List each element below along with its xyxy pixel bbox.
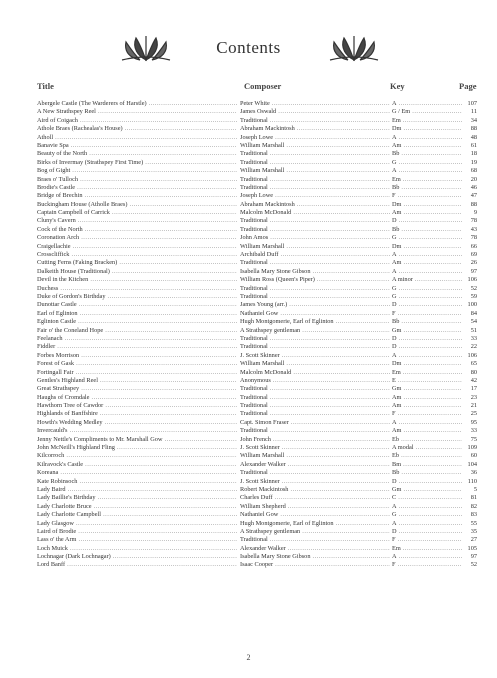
entry-title: Cluny's Cavern .....: [37, 217, 237, 225]
toc-entry: [37, 167, 477, 175]
entry-page: 27: [470, 536, 477, 544]
entry-key: D .....: [392, 335, 462, 343]
entry-page: 5: [473, 485, 477, 493]
entry-composer: William Marshall .....: [240, 243, 390, 251]
entry-page: 55: [470, 519, 477, 527]
entry-key: Em .....: [392, 176, 462, 184]
toc-entry: [37, 150, 477, 158]
entry-composer: Abraham Mackintosh .....: [240, 201, 390, 209]
entry-title: Cock of the North .....: [37, 226, 237, 234]
contents-table: [37, 100, 477, 570]
entry-title: John McNeill's Highland Fling .....: [37, 444, 237, 452]
entry-page: 88: [470, 125, 477, 133]
entry-title: Atholl .....: [37, 134, 237, 142]
entry-key: F .....: [392, 192, 462, 200]
entry-title: Invercauld's .....: [37, 427, 237, 435]
entry-title: Fair o' the Coneland Hope .....: [37, 327, 237, 335]
entry-composer: Isabella Mary Stone Gibson .....: [240, 268, 390, 276]
entry-page: 35: [470, 527, 477, 535]
entry-composer: William Marshall .....: [240, 452, 390, 460]
entry-key: F .....: [392, 410, 462, 418]
entry-composer: Traditional .....: [240, 343, 390, 351]
entry-title: Brodie's Castle .....: [37, 184, 237, 192]
toc-entry: [37, 259, 477, 267]
toc-entry: [37, 385, 477, 393]
entry-composer: Traditional .....: [240, 150, 390, 158]
toc-entry: [37, 142, 477, 150]
entry-page: 68: [470, 167, 477, 175]
toc-entry: [37, 125, 477, 133]
entry-page: 88: [470, 200, 477, 208]
entry-title: Athole Braes (Rachealas's House) .....: [37, 125, 237, 133]
entry-key: D .....: [392, 478, 462, 486]
entry-title: Bridge of Brechin .....: [37, 192, 237, 200]
entry-title: Fortingall Fair .....: [37, 369, 237, 377]
entry-key: Gm .....: [392, 385, 462, 393]
entry-page: 104: [467, 460, 477, 468]
entry-page: 22: [470, 343, 477, 351]
toc-entry: [37, 511, 477, 519]
entry-composer: Traditional .....: [240, 285, 390, 293]
entry-composer: John French .....: [240, 436, 390, 444]
entry-composer: Traditional .....: [240, 293, 390, 301]
entry-key: G .....: [392, 511, 462, 519]
toc-entry: [37, 234, 477, 242]
entry-key: A .....: [392, 520, 462, 528]
entry-page: 66: [470, 242, 477, 250]
toc-entry: [37, 494, 477, 502]
entry-page: 33: [470, 427, 477, 435]
entry-key: C .....: [392, 494, 462, 502]
toc-entry: [37, 452, 477, 460]
entry-composer: Isabella Mary Stone Gibson .....: [240, 553, 390, 561]
entry-title: Lady Baillie's Birthday .....: [37, 494, 237, 502]
entry-title: Lass o' the Arm .....: [37, 536, 237, 544]
entry-title: Eglinton Castle .....: [37, 318, 237, 326]
entry-key: Gm .....: [392, 327, 462, 335]
entry-key: Bb .....: [392, 226, 462, 234]
entry-page: 59: [470, 292, 477, 300]
entry-title: Great Strathspey .....: [37, 385, 237, 393]
entry-title: Craigellachie .....: [37, 243, 237, 251]
page-title: Contents: [216, 38, 281, 57]
entry-composer: Traditional .....: [240, 176, 390, 184]
toc-entry: [37, 251, 477, 259]
entry-key: A .....: [392, 352, 462, 360]
entry-composer: Malcolm McDonald .....: [240, 209, 390, 217]
entry-title: Kate Robinsoch .....: [37, 478, 237, 486]
entry-key: Am .....: [392, 259, 462, 267]
entry-page: 78: [470, 217, 477, 225]
entry-title: Banavie Spa .....: [37, 142, 237, 150]
entry-page: 48: [470, 133, 477, 141]
entry-key: G .....: [392, 293, 462, 301]
toc-entry: [37, 159, 477, 167]
toc-entry: [37, 486, 477, 494]
entry-page: 109: [467, 444, 477, 452]
entry-page: 9: [473, 209, 477, 217]
entry-title: Loch Muick .....: [37, 545, 237, 553]
entry-page: 60: [470, 452, 477, 460]
entry-title: Earl of Eglinton .....: [37, 310, 237, 318]
entry-composer: Traditional .....: [240, 184, 390, 192]
entry-page: 17: [470, 385, 477, 393]
entry-page: 33: [470, 334, 477, 342]
entry-title: Lady Baird .....: [37, 486, 237, 494]
entry-key: F .....: [392, 561, 462, 569]
entry-page: 84: [470, 309, 477, 317]
toc-entry: [37, 192, 477, 200]
entry-key: Dm .....: [392, 243, 462, 251]
entry-title: Abergele Castle (The Warderers of Harstle) .....: [37, 100, 237, 108]
entry-composer: James Oswald .....: [240, 108, 390, 116]
entry-title: Forest of Gask .....: [37, 360, 237, 368]
entry-title: Captain Campbell of Carrick .....: [37, 209, 237, 217]
entry-composer: Joseph Lowe .....: [240, 192, 390, 200]
entry-page: 20: [470, 175, 477, 183]
entry-composer: Traditional .....: [240, 335, 390, 343]
entry-composer: Joseph Lowe .....: [240, 134, 390, 142]
entry-page: 80: [470, 368, 477, 376]
entry-page: 21: [470, 402, 477, 410]
entry-key: A .....: [392, 100, 462, 108]
entry-composer: William Marshall .....: [240, 167, 390, 175]
toc-entry: [37, 503, 477, 511]
entry-title: Crosscliffick .....: [37, 251, 237, 259]
entry-page: 110: [467, 477, 477, 485]
entry-title: Lady Charlotte Campbell .....: [37, 511, 237, 519]
toc-entry: [37, 461, 477, 469]
entry-page: 81: [470, 494, 477, 502]
entry-composer: A Strathspey gentleman .....: [240, 327, 390, 335]
toc-entry: [37, 561, 477, 569]
entry-page: 106: [467, 351, 477, 359]
entry-title: Duchess .....: [37, 285, 237, 293]
entry-key: Am .....: [392, 209, 462, 217]
toc-entry: [37, 226, 477, 234]
entry-page: 43: [470, 225, 477, 233]
entry-page: 23: [470, 393, 477, 401]
entry-composer: Alexander Walker .....: [240, 545, 390, 553]
entry-key: A .....: [392, 553, 462, 561]
entry-key: Dm .....: [392, 125, 462, 133]
entry-composer: Archibald Duff .....: [240, 251, 390, 259]
entry-title: A New Strathspey Reel .....: [37, 108, 237, 116]
entry-composer: Traditional .....: [240, 427, 390, 435]
entry-composer: Traditional .....: [240, 402, 390, 410]
column-header-page: Page: [459, 81, 477, 91]
toc-entry: [37, 545, 477, 553]
entry-key: Bb .....: [392, 184, 462, 192]
toc-entry: [37, 327, 477, 335]
entry-key: A .....: [392, 251, 462, 259]
entry-title: Buckingham House (Atholle Braes) .....: [37, 201, 237, 209]
entry-composer: Traditional .....: [240, 226, 390, 234]
entry-title: Haughs of Cromdale .....: [37, 394, 237, 402]
entry-title: Kilravock's Castle .....: [37, 461, 237, 469]
entry-key: Am .....: [392, 427, 462, 435]
entry-composer: Traditional .....: [240, 217, 390, 225]
toc-entry: [37, 100, 477, 108]
entry-key: Em .....: [392, 369, 462, 377]
entry-composer: Isaac Cooper .....: [240, 561, 390, 569]
entry-composer: Peter White .....: [240, 100, 390, 108]
toc-entry: [37, 276, 477, 284]
entry-page: 97: [470, 267, 477, 275]
entry-composer: James Young (arr.) .....: [240, 301, 390, 309]
toc-entry: [37, 369, 477, 377]
toc-entry: [37, 310, 477, 318]
toc-entry: [37, 184, 477, 192]
toc-entry: [37, 352, 477, 360]
entry-key: D .....: [392, 343, 462, 351]
entry-page: 95: [470, 418, 477, 426]
entry-page: 25: [470, 410, 477, 418]
entry-composer: Traditional .....: [240, 469, 390, 477]
toc-entry: [37, 377, 477, 385]
entry-title: Kilcorroch .....: [37, 452, 237, 460]
entry-title: Birks of Invermay (Strathspey First Time) .....: [37, 159, 237, 167]
entry-page: 52: [470, 284, 477, 292]
entry-composer: J. Scott Skinner .....: [240, 478, 390, 486]
entry-title: Howth's Wedding Medley .....: [37, 419, 237, 427]
entry-composer: Nathaniel Gow .....: [240, 310, 390, 318]
entry-composer: Traditional .....: [240, 394, 390, 402]
toc-entry: [37, 268, 477, 276]
toc-entry: [37, 293, 477, 301]
entry-page: 36: [470, 469, 477, 477]
entry-composer: Robert Mackintosh .....: [240, 486, 390, 494]
entry-key: G .....: [392, 234, 462, 242]
entry-composer: Charles Duff .....: [240, 494, 390, 502]
entry-page: 65: [470, 360, 477, 368]
entry-composer: Malcolm McDonald .....: [240, 369, 390, 377]
entry-title: Cutting Ferns (Faking Bracken) .....: [37, 259, 237, 267]
entry-page: 46: [470, 183, 477, 191]
entry-title: Lady Glasgow .....: [37, 520, 237, 528]
entry-composer: Nathaniel Gow .....: [240, 511, 390, 519]
entry-key: Gm .....: [392, 486, 462, 494]
toc-entry: [37, 553, 477, 561]
entry-composer: John Amos .....: [240, 234, 390, 242]
entry-key: Em .....: [392, 545, 462, 553]
entry-key: Em .....: [392, 117, 462, 125]
entry-title: Lord Banff .....: [37, 561, 237, 569]
toc-entry: [37, 343, 477, 351]
entry-key: Am .....: [392, 394, 462, 402]
toc-entry: [37, 285, 477, 293]
entry-title: Jenny Nettle's Compliments to Mr. Marshall Gow .....: [37, 436, 237, 444]
entry-title: Duke of Gordon's Birthday .....: [37, 293, 237, 301]
entry-key: Eb .....: [392, 452, 462, 460]
entry-page: 54: [470, 318, 477, 326]
toc-entry: [37, 536, 477, 544]
toc-entry: [37, 394, 477, 402]
entry-key: A .....: [392, 167, 462, 175]
entry-title: Coronation Arch .....: [37, 234, 237, 242]
entry-title: Aird of Coigach .....: [37, 117, 237, 125]
entry-key: Am .....: [392, 142, 462, 150]
entry-page: 83: [470, 511, 477, 519]
entry-title: Bog of Gight .....: [37, 167, 237, 175]
entry-page: 107: [467, 100, 477, 107]
entry-page: 82: [470, 502, 477, 510]
entry-key: Bm .....: [392, 461, 462, 469]
toc-entry: [37, 427, 477, 435]
entry-key: D .....: [392, 217, 462, 225]
page-number: 2: [246, 653, 251, 662]
toc-entry: [37, 528, 477, 536]
entry-key: A .....: [392, 268, 462, 276]
entry-key: E .....: [392, 377, 462, 385]
toc-entry: [37, 360, 477, 368]
entry-composer: Traditional .....: [240, 385, 390, 393]
entry-composer: Traditional .....: [240, 259, 390, 267]
entry-title: Dalkeith House (Traditional) .....: [37, 268, 237, 276]
entry-title: Dunottar Castle .....: [37, 301, 237, 309]
entry-page: 61: [470, 141, 477, 149]
entry-composer: Hugh Montgomerie, Earl of Eglinton .....: [240, 318, 390, 326]
entry-key: G / Em .....: [392, 108, 462, 116]
entry-key: D .....: [392, 301, 462, 309]
entry-composer: Hugh Montgomerie, Earl of Eglinton .....: [240, 520, 390, 528]
entry-key: Dm .....: [392, 360, 462, 368]
entry-key: Eb .....: [392, 436, 462, 444]
toc-entry: [37, 520, 477, 528]
entry-page: 47: [470, 192, 477, 200]
toc-entry: [37, 410, 477, 418]
entry-page: 26: [470, 259, 477, 267]
entry-page: 75: [470, 435, 477, 443]
entry-title: Fiddler .....: [37, 343, 237, 351]
entry-page: 100: [467, 301, 477, 309]
toc-entry: [37, 108, 477, 116]
toc-entry: [37, 201, 477, 209]
toc-entry: [37, 335, 477, 343]
entry-title: Devil in the Kitchen .....: [37, 276, 237, 284]
entry-composer: Traditional .....: [240, 159, 390, 167]
entry-composer: William Marshall .....: [240, 360, 390, 368]
entry-title: Forbes Morrison .....: [37, 352, 237, 360]
entry-composer: William Shepherd .....: [240, 503, 390, 511]
entry-key: A .....: [392, 419, 462, 427]
entry-key: A .....: [392, 503, 462, 511]
entry-composer: William Marshall .....: [240, 142, 390, 150]
entry-composer: Traditional .....: [240, 117, 390, 125]
entry-title: Lady Charlotte Bruce .....: [37, 503, 237, 511]
entry-composer: Capt. Simon Fraser .....: [240, 419, 390, 427]
entry-page: 19: [470, 158, 477, 166]
entry-page: 52: [470, 561, 477, 569]
entry-page: 78: [470, 234, 477, 242]
entry-key: F .....: [392, 536, 462, 544]
entry-key: G .....: [392, 159, 462, 167]
entry-title: Braes o' Tulloch .....: [37, 176, 237, 184]
entry-title: Highlands of Banffshire .....: [37, 410, 237, 418]
toc-entry: [37, 402, 477, 410]
entry-key: Bb .....: [392, 150, 462, 158]
entry-title: Lochnagar (Dark Lochnagar) .....: [37, 553, 237, 561]
entry-composer: Anonymous .....: [240, 377, 390, 385]
entry-composer: Traditional .....: [240, 536, 390, 544]
entry-composer: J. Scott Skinner .....: [240, 352, 390, 360]
entry-key: F .....: [392, 310, 462, 318]
entry-page: 51: [470, 326, 477, 334]
entry-page: 69: [470, 251, 477, 259]
toc-entry: [37, 209, 477, 217]
column-header-title: Title: [37, 81, 54, 91]
entry-key: A .....: [392, 134, 462, 142]
entry-composer: J. Scott Skinner .....: [240, 444, 390, 452]
entry-key: Am .....: [392, 402, 462, 410]
entry-composer: A Strathspey gentleman .....: [240, 528, 390, 536]
entry-composer: Traditional .....: [240, 410, 390, 418]
column-header-key: Key: [390, 81, 405, 91]
column-header-composer: Composer: [244, 81, 282, 91]
toc-entry: [37, 176, 477, 184]
entry-title: Beauty of the North .....: [37, 150, 237, 158]
entry-key: A modal .....: [392, 444, 462, 452]
entry-page: 97: [470, 553, 477, 561]
entry-key: G .....: [392, 285, 462, 293]
entry-title: Laird of Brodie .....: [37, 528, 237, 536]
entry-composer: Abraham Mackintosh .....: [240, 125, 390, 133]
entry-page: 105: [467, 544, 477, 552]
toc-entry: [37, 444, 477, 452]
entry-composer: William Ross (Queen's Piper) .....: [240, 276, 390, 284]
entry-title: Koreana .....: [37, 469, 237, 477]
entry-title: Hawthorn Tree of Cawdor .....: [37, 402, 237, 410]
entry-page: 106: [467, 276, 477, 284]
toc-entry: [37, 134, 477, 142]
toc-entry: [37, 469, 477, 477]
toc-entry: [37, 117, 477, 125]
entry-page: 18: [470, 150, 477, 158]
entry-key: Bb .....: [392, 469, 462, 477]
entry-title: Feelanach .....: [37, 335, 237, 343]
toc-entry: [37, 243, 477, 251]
entry-page: 11: [470, 108, 477, 116]
toc-entry: [37, 301, 477, 309]
entry-title: Gentles's Highland Reel .....: [37, 377, 237, 385]
entry-key: Bb .....: [392, 318, 462, 326]
toc-entry: [37, 436, 477, 444]
entry-key: D .....: [392, 528, 462, 536]
entry-page: 42: [470, 376, 477, 384]
toc-entry: [37, 419, 477, 427]
toc-entry: [37, 217, 477, 225]
entry-composer: Alexander Walker .....: [240, 461, 390, 469]
toc-entry: [37, 318, 477, 326]
entry-key: Dm .....: [392, 201, 462, 209]
toc-entry: [37, 478, 477, 486]
entry-page: 34: [470, 116, 477, 124]
entry-key: A minor .....: [392, 276, 462, 284]
